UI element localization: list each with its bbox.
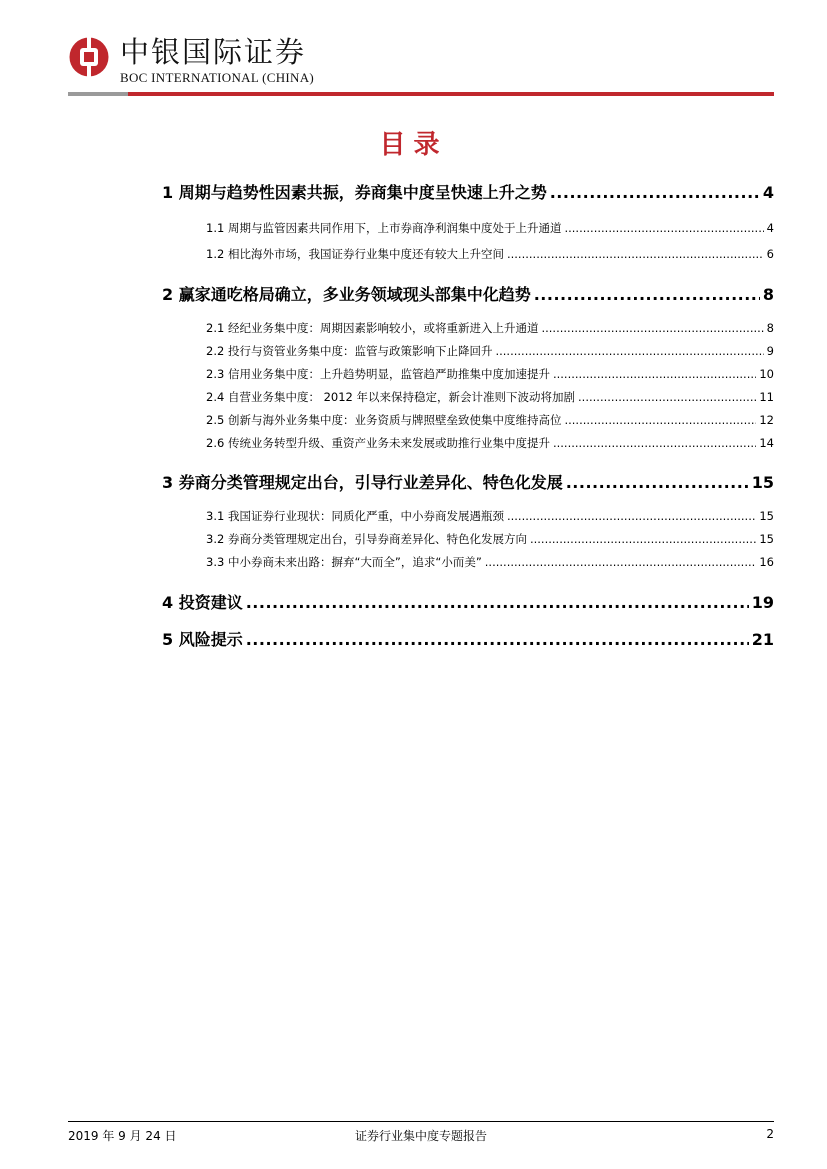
toc-entry-2[interactable] xyxy=(162,282,774,306)
report-title: 证券行业集中度专题报告 xyxy=(354,1129,487,1143)
toc-leader-dots xyxy=(564,413,756,427)
boc-logo-icon xyxy=(68,36,110,78)
toc-entry-2-3[interactable] xyxy=(162,366,774,388)
toc-entry-page: 21 xyxy=(751,630,774,649)
toc-leader-dots xyxy=(564,221,763,235)
toc-entry-4[interactable] xyxy=(162,590,774,614)
toc-entry-1-2[interactable] xyxy=(162,246,774,268)
toc-entry-text: 3.1 我国证券行业现状：同质化严重，中小券商发展遇瓶颈 xyxy=(206,509,504,523)
header-rule-red xyxy=(128,92,774,96)
toc-leader-dots xyxy=(550,183,760,202)
toc-entry-3-1[interactable] xyxy=(162,508,774,530)
toc-entry-1-1[interactable] xyxy=(162,220,774,242)
toc-entry-text: 4 投资建议 xyxy=(162,593,243,612)
toc-entry-text: 2.1 经纪业务集中度：周期因素影响较小，或将重新进入上升通道 xyxy=(206,321,539,335)
table-of-contents xyxy=(162,180,774,651)
toc-entry-page: 10 xyxy=(759,367,774,381)
toc-leader-dots xyxy=(534,285,760,304)
brand-name-en: BOC INTERNATIONAL (CHINA) xyxy=(120,70,315,85)
toc-entry-3[interactable] xyxy=(162,470,774,494)
toc-entry-text: 1.1 周期与监管因素共同作用下，上市券商净利润集中度处于上升通道 xyxy=(206,221,562,235)
header-rule-gray xyxy=(68,92,128,96)
toc-entry-text: 3.2 券商分类管理规定出台，引导券商差异化、特色化发展方向 xyxy=(206,532,527,546)
toc-entry-text: 2.2 投行与资管业务集中度：监管与政策影响下止降回升 xyxy=(206,344,493,358)
toc-entry-text: 3.3 中小券商未来出路：摒弃“大而全”，追求“小而美” xyxy=(206,555,482,569)
toc-leader-dots xyxy=(541,321,763,335)
toc-leader-dots xyxy=(507,509,756,523)
toc-entry-3-3[interactable] xyxy=(162,554,774,576)
toc-title: 目录 xyxy=(379,130,448,160)
toc-entry-text: 2.5 创新与海外业务集中度：业务资质与牌照壁垒致使集中度维持高位 xyxy=(206,413,562,427)
report-footer xyxy=(68,1121,774,1151)
toc-entry-page: 12 xyxy=(759,413,774,427)
toc-entry-2-4[interactable] xyxy=(162,389,774,411)
toc-entry-page: 11 xyxy=(759,390,774,404)
toc-entry-text: 1.2 相比海外市场，我国证券行业集中度还有较大上升空间 xyxy=(206,247,504,261)
toc-entry-page: 15 xyxy=(751,473,774,492)
toc-entry-2-6[interactable] xyxy=(162,435,774,457)
toc-entry-page: 4 xyxy=(762,183,774,202)
toc-entry-page: 4 xyxy=(766,221,774,235)
footer-rule xyxy=(68,1121,774,1122)
toc-entry-page: 19 xyxy=(751,593,774,612)
toc-leader-dots xyxy=(530,532,756,546)
toc-entry-text: 2.3 信用业务集中度：上升趋势明显，监管趋严助推集中度加速提升 xyxy=(206,367,550,381)
toc-leader-dots xyxy=(495,344,763,358)
toc-entry-page: 14 xyxy=(759,436,774,450)
toc-leader-dots xyxy=(507,247,764,261)
toc-entry-5[interactable] xyxy=(162,627,774,651)
toc-entry-page: 8 xyxy=(766,321,774,335)
toc-entry-2-1[interactable] xyxy=(162,320,774,342)
toc-leader-dots xyxy=(566,473,749,492)
report-date: 2019 年 9 月 24 日 xyxy=(68,1129,177,1143)
toc-entry-1[interactable] xyxy=(162,180,774,204)
toc-entry-page: 8 xyxy=(762,285,774,304)
toc-entry-page: 16 xyxy=(759,555,774,569)
toc-entry-text: 3 券商分类管理规定出台，引导行业差异化、特色化发展 xyxy=(162,473,563,492)
toc-entry-3-2[interactable] xyxy=(162,531,774,553)
toc-leader-dots xyxy=(553,436,756,450)
toc-leader-dots xyxy=(246,593,749,612)
toc-entry-2-5[interactable] xyxy=(162,412,774,434)
toc-entry-page: 9 xyxy=(766,344,774,358)
brand-name-cn: 中银国际证券 xyxy=(120,35,307,69)
toc-leader-dots xyxy=(485,555,757,569)
toc-entry-page: 6 xyxy=(766,247,774,261)
report-header xyxy=(68,30,774,96)
toc-leader-dots xyxy=(553,367,756,381)
toc-entry-text: 1 周期与趋势性因素共振，券商集中度呈快速上升之势 xyxy=(162,183,547,202)
page-number: 2 xyxy=(766,1127,774,1141)
toc-entry-page: 15 xyxy=(759,532,774,546)
toc-leader-dots xyxy=(246,630,749,649)
toc-entry-2-2[interactable] xyxy=(162,343,774,365)
toc-entry-page: 15 xyxy=(759,509,774,523)
toc-entry-text: 2.4 自营业务集中度： 2012 年以来保持稳定，新会计准则下波动将加剧 xyxy=(206,390,576,404)
toc-leader-dots xyxy=(578,390,756,404)
toc-entry-text: 5 风险提示 xyxy=(162,630,243,649)
toc-entry-text: 2 赢家通吃格局确立，多业务领域现头部集中化趋势 xyxy=(162,285,531,304)
toc-entry-text: 2.6 传统业务转型升级、重资产业务未来发展或助推行业集中度提升 xyxy=(206,436,550,450)
